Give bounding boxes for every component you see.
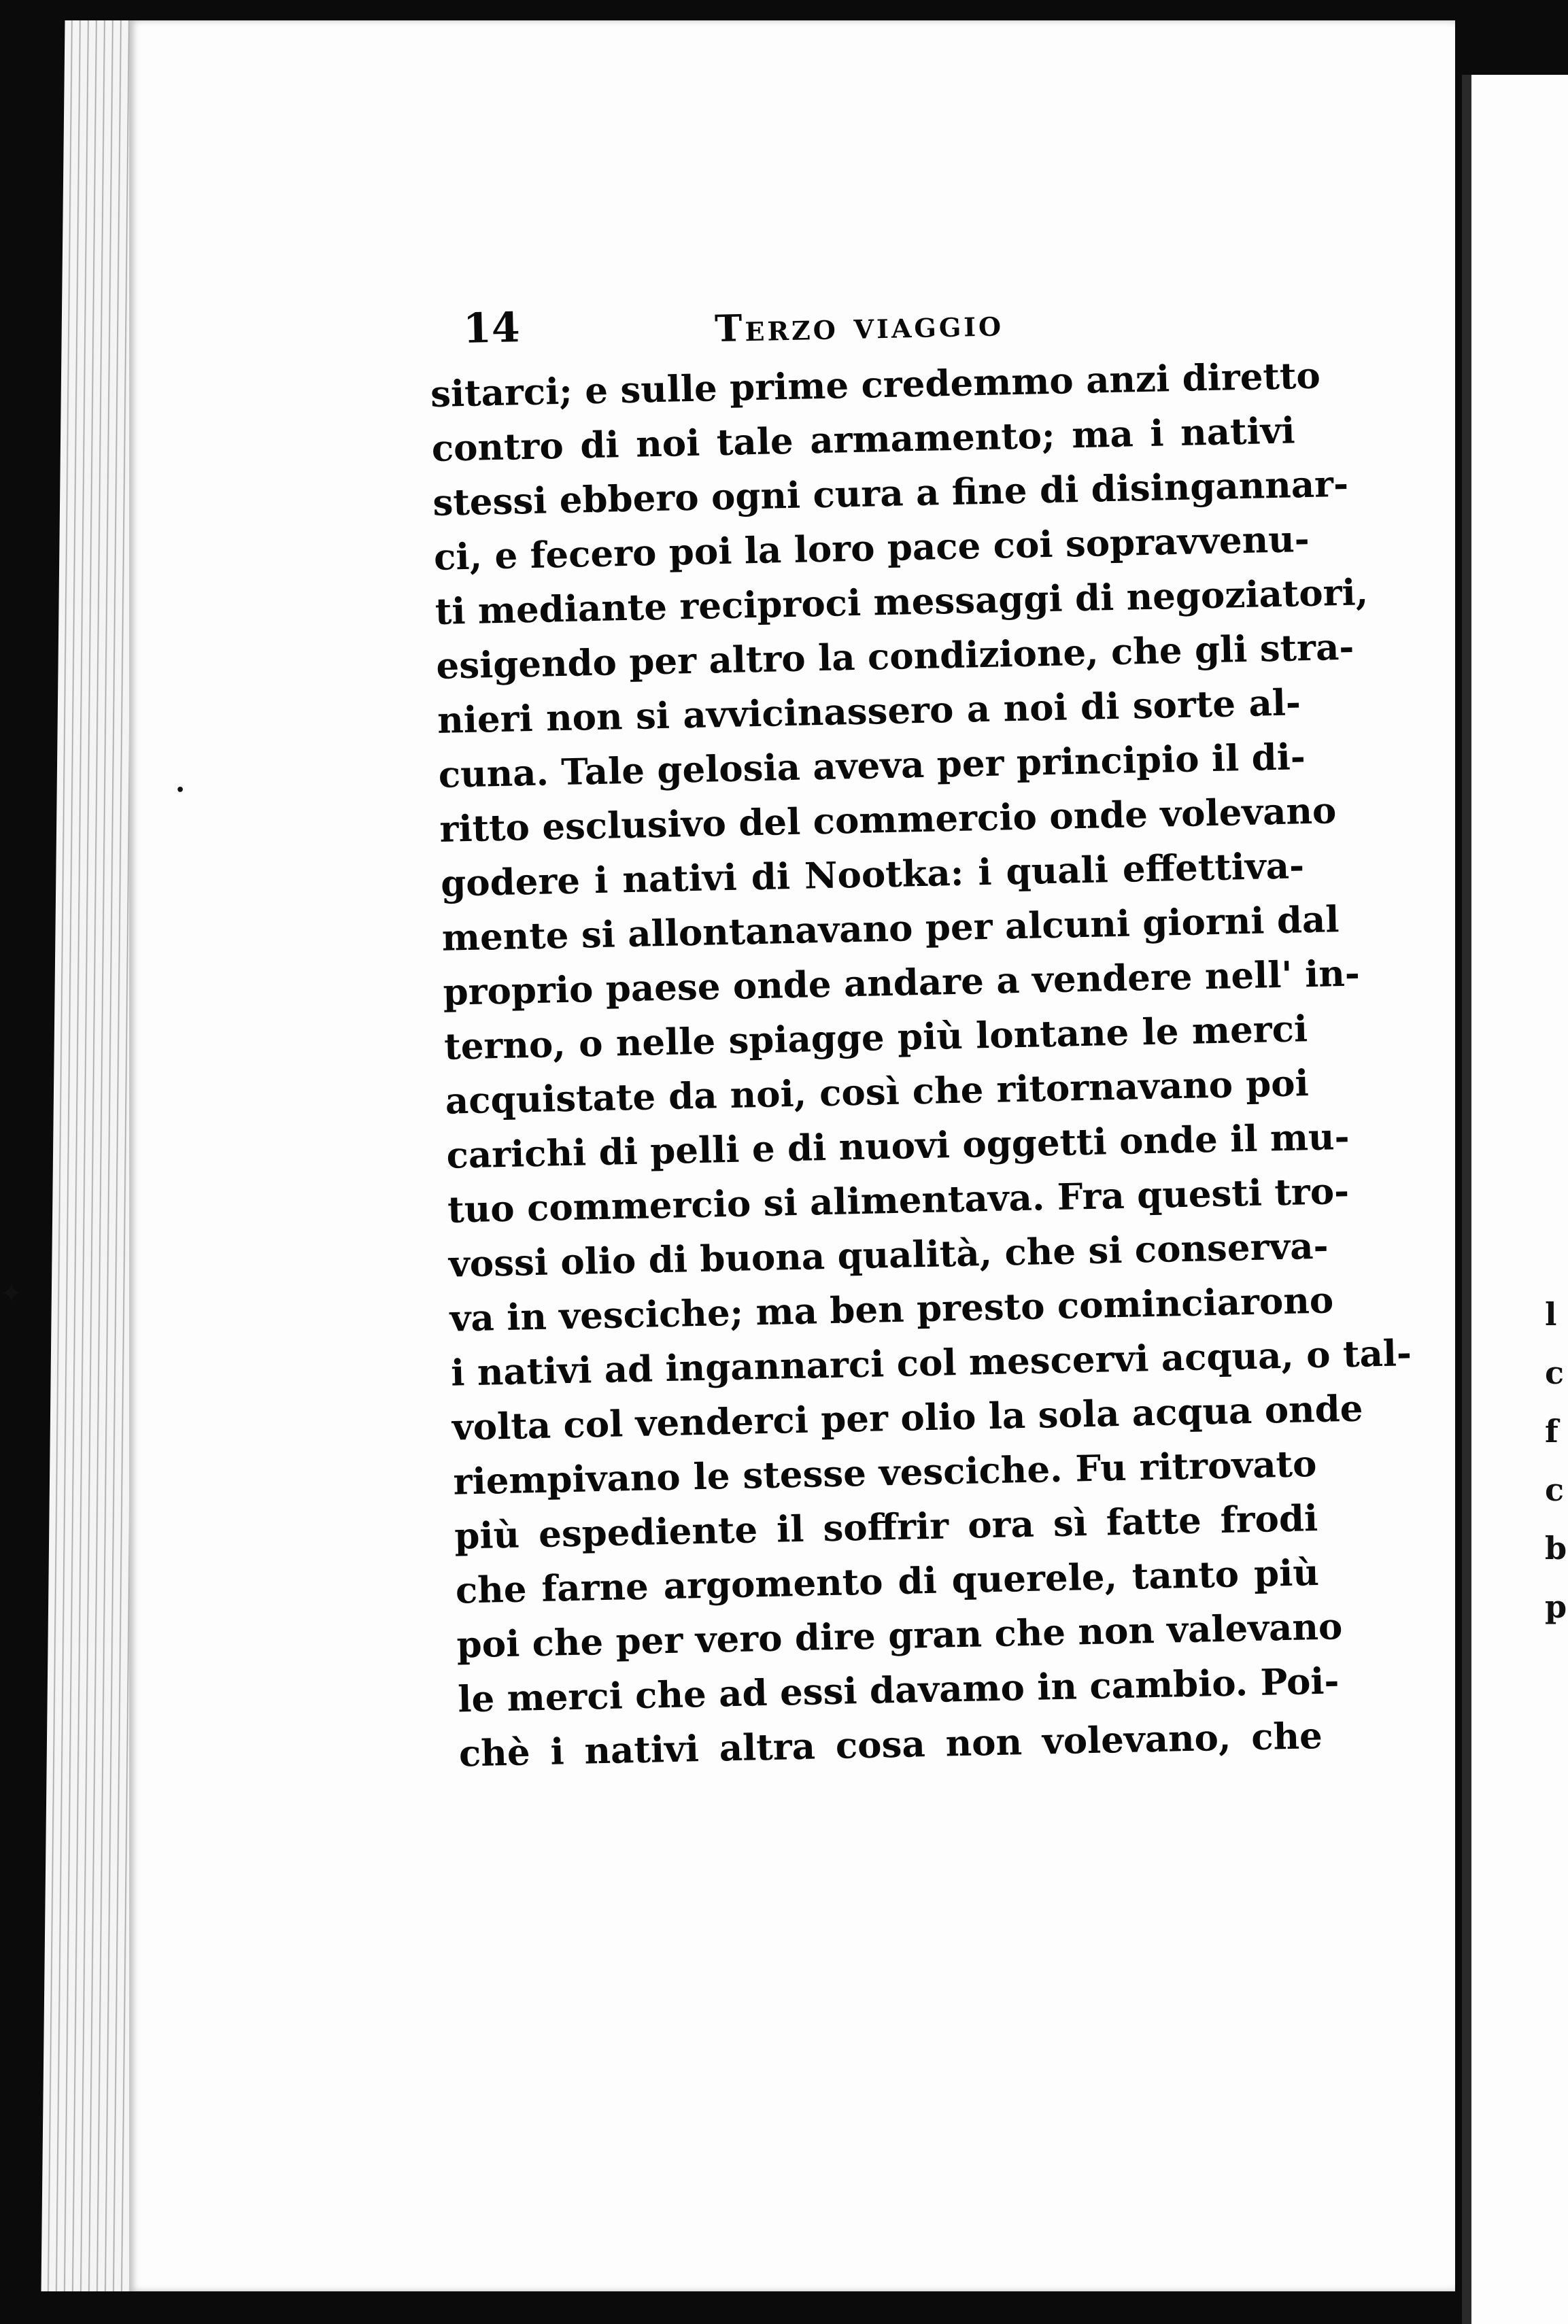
text-line: le merci che ad essi davamo in cambio. Poi- [457,1660,1340,1721]
text-line: terno, o nelle spiagge più lontane le merci [443,1008,1308,1068]
text-line: riempivano le stesse vesciche. Fu ritrovato [453,1443,1318,1503]
text-line: chè i nativi altra cosa non volevano, che [458,1714,1323,1775]
text-line: carichi di pelli e di nuovi oggetti onde il mu- [445,1115,1350,1177]
text-line: tuo commercio si alimentava. Fra questi tro- [447,1169,1350,1231]
margin-mark: • [175,782,186,799]
text-line: più espediente il soffrir ora sì fatte frodi [454,1497,1318,1558]
text-line: ti mediante reciproci messaggi di negoziatori, [434,571,1369,633]
facing-letter: l [1545,1296,1557,1333]
text-line: mente si allontanavano per alcuni giorni dal [441,898,1340,959]
text-line: vossi olio di buona qualità, che si conserva- [448,1225,1329,1286]
facing-page-letters [1545,1285,1567,1636]
text-line: contro di noi tale armamento; ma i nativi [431,409,1296,470]
facing-letter: b [1545,1530,1567,1567]
text-line: nieri non si avvicinassero a noi di sorte al- [437,681,1301,742]
facing-letter: c [1545,1354,1565,1391]
text-line: ci, e fecero poi la loro pace coi sopravvenu- [433,517,1310,579]
text-line: i nativi ad ingannarci col mescervi acqua, o tal- [450,1332,1412,1395]
facing-letter: f [1545,1413,1558,1450]
text-line: sitarci; e sulle prime credemmo anzi diretto [430,354,1321,415]
body-text [430,349,1412,1781]
text-line: esigendo per altro la condizione, che gli stra- [435,626,1354,687]
facing-letter: c [1545,1471,1565,1508]
text-line: poi che per vero dire gran che non valevano [456,1605,1343,1667]
text-line: cuna. Tale gelosia aveva per principio il di- [438,736,1306,796]
text-line: che farne argomento di querele, tanto più [455,1551,1320,1612]
margin-mark: ✦ [0,1278,23,1310]
page-number: 14 [462,304,521,353]
facing-letter: p [1545,1588,1567,1625]
text-line: godere i nativi di Nootka: i quali effettiva- [440,844,1305,905]
text-line: stessi ebbero ogni cura a fine di disingannar- [432,462,1349,524]
text-block [428,274,1412,1781]
text-line: acquistate da noi, così che ritornavano poi [445,1062,1310,1123]
text-line: va in vesciche; ma ben presto cominciarono [449,1279,1334,1340]
text-line: ritto esclusivo del commercio onde volevano [439,789,1337,851]
facing-page [1462,75,1568,2324]
running-title: Terzo viaggio [714,301,1004,351]
text-line: volta col venderci per olio la sola acqua onde [451,1387,1363,1449]
text-line: proprio paese onde andare a vendere nell' in- [442,952,1361,1014]
